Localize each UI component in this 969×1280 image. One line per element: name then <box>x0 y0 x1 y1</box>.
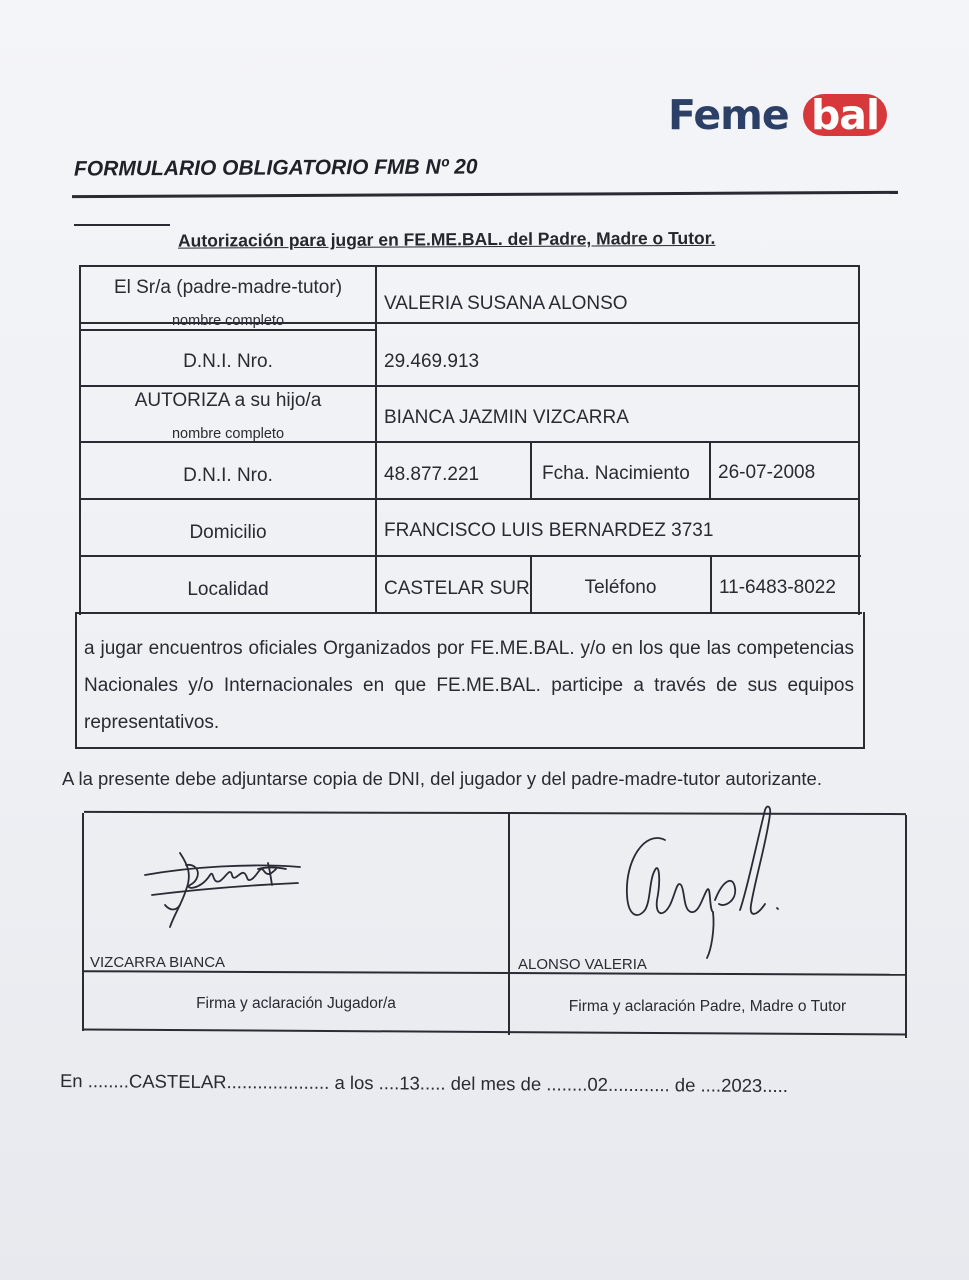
child-dni-label: D.N.I. Nro. <box>183 465 273 486</box>
address-value: FRANCISCO LUIS BERNARDEZ 3731 <box>384 520 714 541</box>
phone-value: 11-6483-8022 <box>719 577 836 598</box>
guardian-sublabel: nombre completo <box>171 313 285 329</box>
city-label: Localidad <box>187 579 269 600</box>
child-label: AUTORIZA a su hijo/a <box>134 390 322 411</box>
place-date-line: En ........CASTELAR.................... a los ....13..... del mes de ........02............ de ....2023..... <box>59 1069 789 1097</box>
guardian-label: El Sr/a (padre-madre-tutor) <box>113 277 343 298</box>
guardian-dni-label: D.N.I. Nro. <box>183 351 273 372</box>
player-signature-caption: Firma y aclaración Jugador/a <box>196 995 396 1012</box>
authorization-paragraph: a jugar encuentros oficiales Organizados por FE.ME.BAL. y/o en los que las competencias Nacionales y/o Internacionales en que FE.ME.BAL. participe a través de sus equipos representativos. <box>84 638 854 733</box>
form-subtitle: Autorización para jugar en FE.ME.BAL. del Padre, Madre o Tutor. <box>177 227 716 251</box>
sig-border-right <box>905 815 907 1038</box>
guardian-printed-name: ALONSO VALERIA <box>518 956 647 973</box>
child-name-value: BIANCA JAZMIN VIZCARRA <box>384 407 629 428</box>
sig-row-separator <box>84 970 906 976</box>
address-label: Domicilio <box>189 522 267 543</box>
guardian-name-value: VALERIA SUSANA ALONSO <box>384 293 628 314</box>
guardian-signature <box>615 800 795 960</box>
player-printed-name: VIZCARRA BIANCA <box>90 954 226 971</box>
phone-label: Teléfono <box>584 577 657 598</box>
birth-date-label: Fcha. Nacimiento <box>542 463 690 484</box>
birth-date-value: 26-07-2008 <box>718 462 816 483</box>
form-title: FORMULARIO OBLIGATORIO FMB Nº 20 <box>73 155 478 181</box>
player-signature <box>140 845 310 935</box>
child-sublabel: nombre completo <box>171 426 285 442</box>
attachment-note: A la presente debe adjuntarse copia de DNI, del jugador y del padre-madre-tutor autorizante. <box>62 768 822 789</box>
guardian-dni-value: 29.469.913 <box>384 351 480 372</box>
logo-text-suffix: bal <box>810 91 880 139</box>
child-dni-value: 48.877.221 <box>384 464 480 485</box>
sig-border-bottom <box>82 1028 907 1035</box>
city-value: CASTELAR SUR <box>384 578 530 599</box>
logo-text-prefix: Feme <box>668 91 789 139</box>
guardian-signature-caption: Firma y aclaración Padre, Madre o Tutor <box>568 998 847 1015</box>
